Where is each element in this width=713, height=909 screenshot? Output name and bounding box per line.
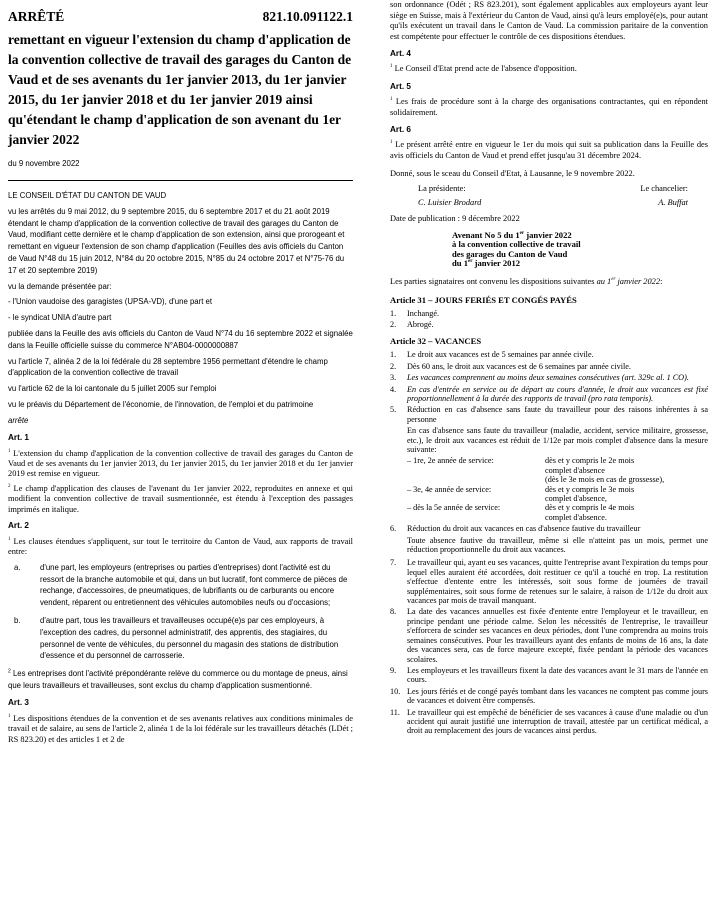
article-31-heading: Article 31 – JOURS FERIÉS ET CONGÉS PAYÉS [390, 294, 577, 305]
president-label: La présidente: [418, 183, 466, 193]
list-item: 7. Le travailleur qui, ayant eu ses vacances, quitte l'entreprise avant l'expiration du temps pour lequel elles auraient été accordées, doit restituer ce qu'il a touché en trop. La restitution s'effectue d'entente entre les intéressés, soit sous forme de journées de travail supplémentaires, soit sous forme de retenues sur le salaire, à raison de 1/12e du droit aux vacances par mois de travail manquant. [390, 558, 708, 606]
list-item: 11. Le travailleur qui est empêché de bénéficier de ses vacances à cause d'une maladie ou d'un accident qui aurait justifié une interruption de travail, attestée par un certificat médical, a droit au remplacement des jours de vacances ainsi perdus. [390, 707, 708, 736]
list-item: 10. Les jours fériés et de congé payés tombant dans les vacances ne comptent pas comme jours de vacances et doivent être compensés. [390, 686, 708, 706]
considerant-3: - l'Union vaudoise des garagistes (UPSA-VD), d'une part et [8, 297, 213, 307]
article-6-para: $^1$ Le présent arrêté entre en vigueur le 1er du mois qui suit sa publication dans la Feuille des avis officiels du Canton de Vaud et prend effet jusqu'au 31 décembre 2024. [390, 140, 709, 160]
article-1-para-2: $^2$ Le champ d'application des clauses de l'avenant du 1er janvier 2022, reproduites en annexe et qui modifient la convention collective de travail susmentionnée, est étendu à l'exception des passages imprimés en italique. [8, 483, 354, 514]
article-2-para-1: $^1$ Les clauses étendues s'appliquent, sur tout le territoire du Canton de Vaud, aux rapports de travail entre: [8, 536, 354, 557]
considerant-4: - le syndicat UNIA d'autre part [8, 313, 112, 323]
article-6-heading: Art. 6 [390, 125, 411, 135]
considerant-2: vu la demande présentée par: [8, 281, 112, 291]
chancellor-name: A. Buffat [658, 197, 688, 207]
document-date: du 9 novembre 2022 [8, 159, 80, 168]
president-name: C. Luisier Brodard [418, 197, 482, 207]
list-item: 2. Dès 60 ans, le droit aux vacances est de 6 semaines par année civile. [390, 361, 631, 371]
list-item: 2. Abrogé. [390, 319, 434, 329]
divider [8, 180, 353, 181]
considerant-6: vu l'article 7, alinéa 2 de la loi fédérale du 28 septembre 1956 permettant d'étendre le champ d'application de la convention collective de travail [8, 356, 328, 378]
article-5-para: $^1$ Les frais de procédure sont à la charge des organisations contractantes, qui en répondent solidairement. [390, 96, 708, 117]
signature-names [390, 197, 708, 208]
document-number: 821.10.091122.1 [262, 9, 353, 24]
document-type: ARRÊTÉ [8, 9, 65, 24]
list-item: 3. Les vacances comprennent au moins deux semaines consécutives (art. 329c al. 1 CO). [390, 373, 689, 383]
list-item: b. d'autre part, tous les travailleurs et travailleuses occupé(e)s par ces employeurs, à l'exception des cadres, du personnel administratif, des apprentis, des stagiaires, du personnel de vente de véhicules, du personnel du magasin des stations de distribution d'essence et du personnel de carrosserie. [14, 615, 339, 661]
avenant-heading: Avenant No 5 du 1er janvier 2022 à la convention collective de travail des garages du Canton de Vaud du 1er janvier 2012 [452, 229, 581, 269]
council-heading: LE CONSEIL D'ÉTAT DU CANTON DE VAUD [8, 191, 167, 200]
article-4-heading: Art. 4 [390, 49, 411, 59]
list-item: 1. Le droit aux vacances est de 5 semaines par année civile. [390, 350, 594, 360]
right-column [390, 0, 708, 738]
chancellor-label: Le chancelier: [640, 183, 688, 193]
article-32-heading: Article 32 – VACANCES [390, 336, 482, 347]
publication-date: Date de publication : 9 décembre 2022 [390, 213, 520, 223]
article-3-heading: Art. 3 [8, 697, 29, 707]
considerant-7: vu l'article 62 de la loi cantonale du 5 juillet 2005 sur l'emploi [8, 384, 217, 394]
article-3-para-1: $^1$ Les dispositions étendues de la convention et de ses avenants relatives aux conditions minimales de travail et de salaire, au sens de l'article 2, alinéa 1 de la loi fédérale sur les travailleurs détachés (LDét ; RS 823.20) et des articles 1 et 2 de [8, 713, 354, 744]
document-header [8, 9, 353, 25]
arrete-label: arrête [8, 415, 29, 425]
signature-labels [390, 183, 708, 194]
considerant-8: vu le préavis du Département de l'économie, de l'innovation, de l'emploi et du patrimoine [8, 399, 314, 409]
article-3-continuation: son ordonnance (Odét ; RS 823.201), sont également applicables aux employeurs ayant leur siège en Suisse, mais à l'extérieur du Canton de Vaud, ainsi qu'à leurs employé(e)s, pour autant qu'ils exécutent un travail dans le Canton de Vaud. La commission paritaire de la convention est compétente pour effectuer le contrôle de ces dispositions étendues. [390, 0, 708, 41]
article-2-para-2: $^2$ Les entreprises dont l'activité prépondérante relève du commerce ou du montage de pneus, ainsi que leurs travailleurs et travailleuses, sont exclus du champ d'application susmentionné. [8, 668, 348, 690]
list-item: 6. Réduction du droit aux vacances en cas d'absence fautive du travailleur Toute absence fautive du travailleur, même si elle n'atteint pas un mois, permet une réduction proportionnelle du droit aux vacances. [390, 524, 708, 555]
considerant-1: vu les arrêtés du 9 mai 2012, du 9 septembre 2015, du 6 septembre 2017 et du 21 août 2019 étendant le champ d'application de la convention collective de travail des garages du Canton de Vaud, modifiant cette dernière et le champ d'application de son extension, ainsi que prorogeant et remettant en vigueur l'extension de son champ d'application (Feuilles des avis officiels du Canton de Vaud N°48 du 15 juin 2012, N°84 du 20 octobre 2015, N°85 du 24 octobre 2017 et N°75-76 du 17 et 20 septembre 2019) [8, 206, 345, 275]
list-item: 9. Les employeurs et les travailleurs fixent la date des vacances avant le 31 mars de l'année en cours. [390, 665, 708, 685]
document-title: remettant en vigueur l'extension du champ d'application de la convention collective de travail des garages du Canton de Vaud et de ses avenants du 1er janvier 2013, du 1er janvier 2015, du 1er janvier 2018 et du 1er janvier 2019 ainsi qu'étendant le champ d'application de son avenant du 1er janvier 2022 [8, 32, 352, 147]
list-item: 4. En cas d'entrée en service ou de départ au cours d'année, le droit aux vacances est fixé proportionnellement à la durée des rapports de travail (pro rata temporis). [390, 384, 708, 403]
considerant-5: publiée dans la Feuille des avis officiels du Canton de Vaud N°74 du 16 septembre 2022 et signalée dans la Feuille officielle suisse du commerce N°AB04-0000000887 [8, 328, 353, 350]
list-item: 8. La date des vacances annuelles est fixée d'entente entre l'employeur et le travailleur, en principe pendant une période calme. Selon les nécessités de l'entreprise, le travailleur s'efforcera de scinder ses vacances en deux périodes, dont l'une comprendra au moins trois semaines consécutives. Pour les travailleurs ayant des enfants de moins de 16 ans, la date des vacances sera, cas de force majeure excepté, fixée pendant la période des vacances scolaires. [390, 607, 708, 664]
parties-statement: Les parties signataires ont convenu les dispositions suivantes au 1er janvier 2022: [390, 276, 663, 286]
article-2-heading: Art. 2 [8, 520, 29, 530]
list-item: 5. Réduction en cas d'absence sans faute du travailleur pour des raisons inhérentes à sa personne En cas d'absence sans faute du travailleur (maladie, accident, service militaire, grossesse, etc.), le droit aux vacances est réduit de 1/12e par mois complet d'absence dans la mesure suivante: – 1re, 2e année de service: dès et y compris le 2e mois complet d'absence (dès le 3e mois en cas de grossesse), – 3e, 4e année de service: dès et y compris le 3e mois complet d'absence, – dès la 5e année de service: dès et y compris le 4e mois complet d'absence. [390, 405, 708, 522]
given-under-seal: Donné, sous le sceau du Conseil d'Etat, à Lausanne, le 9 novembre 2022. [390, 169, 635, 179]
left-column [8, 0, 353, 749]
list-item: 1. Inchangé. [390, 308, 440, 318]
article-4-para: $^1$ Le Conseil d'Etat prend acte de l'absence d'opposition. [390, 64, 577, 74]
article-1-heading: Art. 1 [8, 432, 29, 442]
article-5-heading: Art. 5 [390, 81, 411, 91]
list-item: a. d'une part, les employeurs (entreprises ou parties d'entreprises) dont l'activité est du ressort de la branche automobile et qui, dans un but lucratif, font commerce de pièces de rechange, d'accessoires, de pneumatiques, de lubrifiants ou de carburants ou encore vendent, réparent ou entretiennent des véhicules automobiles neufs ou d'occasions; [14, 562, 348, 608]
article-1-para-1: $^1$ L'extension du champ d'application de la convention collective de travail des garages du Canton de Vaud et de ses avenants du 1er janvier 2013, du 1er janvier 2015, du 1er janvier 2018 et du 1er janvier 2019 est remise en vigueur. [8, 448, 354, 479]
